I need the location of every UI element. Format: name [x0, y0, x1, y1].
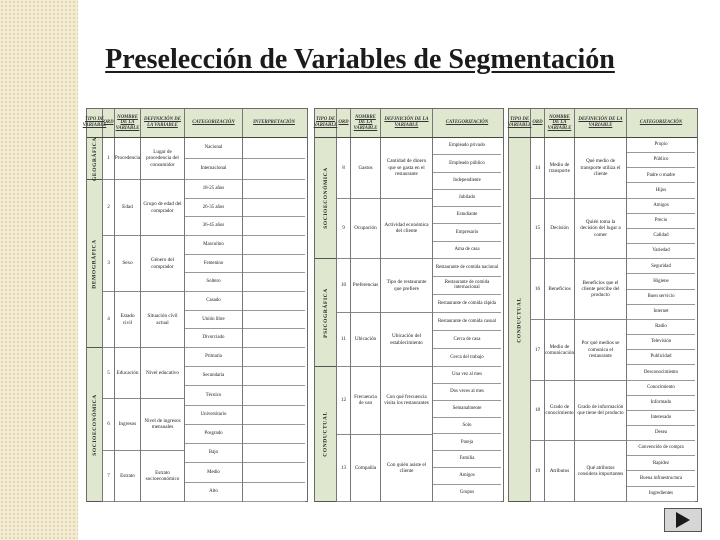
- variable-name-cell: Educación: [115, 348, 140, 399]
- variable-definition-cell: Género del comprador: [141, 236, 184, 292]
- category-cell: Posgrado: [185, 425, 242, 444]
- category-cell: Variedad: [627, 244, 695, 259]
- table-column: [575, 138, 627, 502]
- variable-definition-cell: Nivel de ingresos mensuales: [141, 399, 184, 450]
- variable-definition-cell: Estrato socioeconómico: [141, 451, 184, 502]
- category-cell: Femenino: [185, 255, 242, 274]
- category-cell: Semanalmente: [433, 401, 501, 418]
- interpretation-cell: [243, 329, 305, 348]
- variable-definition-cell: Nivel educativo: [141, 348, 184, 399]
- category-cell: Bajo: [185, 444, 242, 463]
- category-cell: 18-25 años: [185, 180, 242, 199]
- category-cell: Rapidez: [627, 456, 695, 471]
- variable-name-cell: Compañía: [351, 435, 380, 503]
- category-cell: Familia: [433, 451, 501, 468]
- category-cell: Universitario: [185, 406, 242, 425]
- ord-cell: 8: [337, 138, 350, 199]
- variable-name-cell: Estado civil: [115, 292, 140, 348]
- variable-name-cell: Medio de comunicación: [545, 320, 574, 381]
- table-column: [185, 138, 243, 502]
- category-cell: Buena infraestructura: [627, 471, 695, 486]
- header-cell: INTERPRETACIÓN: [253, 120, 295, 126]
- play-arrow-icon: [676, 512, 690, 528]
- variable-type-text: SOCIOECONÓMICA: [91, 393, 98, 456]
- category-cell: Casado: [185, 292, 242, 311]
- variable-name-cell: Grado de conocimiento: [545, 381, 574, 442]
- ord-cell: 10: [337, 259, 350, 313]
- interpretation-cell: [243, 138, 305, 159]
- table-column: [115, 138, 141, 502]
- category-cell: Ama de casa: [433, 242, 501, 259]
- variable-definition-cell: Grado de información que tiene del producto: [575, 381, 626, 442]
- category-cell: Televisión: [627, 335, 695, 350]
- table-body: [87, 138, 307, 502]
- variable-definition-cell: Con quién asiste el cliente: [381, 435, 432, 503]
- table-panel-2: [314, 108, 504, 502]
- ord-cell: 13: [337, 435, 350, 503]
- category-cell: Restaurante de comida casual: [433, 313, 501, 331]
- table-header: [82, 109, 307, 138]
- category-cell: Ingredientes: [627, 487, 695, 502]
- variable-name-cell: Preferencias: [351, 259, 380, 313]
- variable-type-label: [87, 180, 102, 348]
- interpretation-cell: [243, 483, 305, 502]
- table-column: [103, 138, 115, 502]
- category-cell: Secundaria: [185, 367, 242, 386]
- category-cell: Medio: [185, 463, 242, 482]
- interpretation-cell: [243, 406, 305, 425]
- category-cell: Masculino: [185, 236, 242, 255]
- header-cell: CATEGORIZACIÓN: [639, 120, 683, 126]
- category-cell: Jubilado: [433, 190, 501, 207]
- category-cell: Unión libre: [185, 311, 242, 330]
- category-cell: Convencido de compra: [627, 441, 695, 456]
- header-cell: DEFINICIÓN DE LA VARIABLE: [381, 109, 433, 137]
- category-cell: Amigos: [433, 468, 501, 485]
- variable-name-cell: Estrato: [115, 451, 140, 502]
- interpretation-cell: [243, 463, 305, 482]
- category-cell: Buen servicio: [627, 290, 695, 305]
- interpretation-cell: [243, 273, 305, 292]
- category-cell: Grupos: [433, 485, 501, 502]
- header-cell: NOMBRE DE LA VARIABLE: [115, 109, 141, 137]
- table-column: [627, 138, 695, 502]
- variable-name-cell: Ocupación: [351, 199, 380, 260]
- category-cell: Cerca de casa: [433, 331, 501, 349]
- category-cell: 36-45 años: [185, 217, 242, 236]
- category-cell: Publicidad: [627, 350, 695, 365]
- variable-name-cell: Ubicación: [351, 313, 380, 367]
- variable-definition-cell: Cantidad de dinero que se gasta en el restaurante: [381, 138, 432, 199]
- ord-cell: 19: [531, 441, 544, 502]
- header-cell: TIPO DE VARIABLE: [87, 109, 103, 137]
- category-cell: Amigos: [627, 199, 695, 214]
- ord-cell: 4: [103, 292, 114, 348]
- variable-name-cell: Edad: [115, 180, 140, 236]
- header-cell: ORD: [531, 109, 545, 137]
- category-cell: Desea: [627, 426, 695, 441]
- category-cell: Una vez al mes: [433, 367, 501, 384]
- variable-definition-cell: Con qué frecuencia visita los restaurantes: [381, 367, 432, 435]
- table-column: [351, 138, 381, 502]
- category-cell: Restaurante de comida nacional: [433, 259, 501, 277]
- category-cell: Seguridad: [627, 259, 695, 274]
- table-column: [509, 138, 531, 502]
- category-cell: Informado: [627, 396, 695, 411]
- slide-title: Preselección de Variables de Segmentación: [105, 44, 615, 75]
- variable-type-text: CONDUCTUAL: [516, 296, 523, 343]
- category-cell: Estudiante: [433, 207, 501, 224]
- table-header: [509, 109, 697, 138]
- ord-cell: 16: [531, 259, 544, 320]
- variable-definition-cell: Quién toma la decisión del lugar a comer: [575, 199, 626, 260]
- category-cell: Calidad: [627, 229, 695, 244]
- variable-name-cell: Ingresos: [115, 399, 140, 450]
- category-cell: Público: [627, 153, 695, 168]
- category-cell: Hijos: [627, 183, 695, 198]
- table-header: [315, 109, 503, 138]
- variable-type-label: [509, 138, 530, 502]
- category-cell: Nacional: [185, 138, 242, 159]
- table-body: [315, 138, 503, 502]
- interpretation-cell: [243, 311, 305, 330]
- ord-cell: 9: [337, 199, 350, 260]
- header-cell: DEFINICIÓN DE LA VARIABLE: [141, 109, 185, 137]
- ord-cell: 12: [337, 367, 350, 435]
- ord-cell: 2: [103, 180, 114, 236]
- category-cell: Precio: [627, 214, 695, 229]
- variable-definition-cell: Actividad económica del cliente: [381, 199, 432, 260]
- header-cell: TIPO DE VARIABLE: [509, 109, 531, 137]
- category-cell: Soltero: [185, 273, 242, 292]
- variable-name-cell: Atributos: [545, 441, 574, 502]
- header-cell: NOMBRE DE LA VARIABLE: [351, 109, 381, 137]
- variable-type-label: [315, 138, 336, 259]
- category-cell: Cerca del trabajo: [433, 349, 501, 367]
- variable-type-text: SOCIOECONÓMICA: [322, 167, 329, 229]
- interpretation-cell: [243, 159, 305, 180]
- interpretation-cell: [243, 180, 305, 199]
- interpretation-cell: [243, 444, 305, 463]
- header-cell: TIPO DE VARIABLE: [315, 109, 337, 137]
- header-cell: CATEGORIZACIÓN: [185, 109, 243, 137]
- header-cell: ORD: [103, 109, 115, 137]
- category-cell: Propio: [627, 138, 695, 153]
- variable-type-label: [315, 367, 336, 502]
- next-slide-button[interactable]: [664, 508, 702, 532]
- variable-definition-cell: Por qué medios se comunica el restaurante: [575, 320, 626, 381]
- category-cell: Higiene: [627, 274, 695, 289]
- header-cell: CATEGORIZACIÓN: [445, 120, 489, 126]
- decorative-side-strip: [0, 0, 78, 540]
- variable-type-label: [87, 138, 102, 180]
- variable-type-label: [87, 348, 102, 502]
- category-cell: Padre o madre: [627, 168, 695, 183]
- interpretation-cell: [243, 367, 305, 386]
- category-cell: 26-35 años: [185, 199, 242, 218]
- variable-type-text: PSICOGRÁFICA: [322, 287, 329, 338]
- category-cell: Pareja: [433, 434, 501, 451]
- table-panel-3: [508, 108, 698, 502]
- category-cell: Interesado: [627, 411, 695, 426]
- interpretation-cell: [243, 292, 305, 311]
- header-cell: DEFINICIÓN DE LA VARIABLE: [575, 109, 627, 137]
- header-cell: ORD: [337, 109, 351, 137]
- ord-cell: 1: [103, 138, 114, 180]
- variable-name-cell: Procedencia: [115, 138, 140, 180]
- table-body: [509, 138, 697, 502]
- variable-definition-cell: Lugar de procedencia del consumidor: [141, 138, 184, 180]
- ord-cell: 5: [103, 348, 114, 399]
- table-column: [315, 138, 337, 502]
- table-column: [381, 138, 433, 502]
- category-cell: Empleado público: [433, 155, 501, 172]
- table-column: [531, 138, 545, 502]
- table-column: [141, 138, 185, 502]
- variable-name-cell: Medio de transporte: [545, 138, 574, 199]
- variable-definition-cell: Ubicación del establecimiento: [381, 313, 432, 367]
- interpretation-cell: [243, 425, 305, 444]
- interpretation-cell: [243, 236, 305, 255]
- category-cell: Conocimiento: [627, 381, 695, 396]
- category-cell: Internet: [627, 305, 695, 320]
- variable-definition-cell: Grupo de edad del comprador: [141, 180, 184, 236]
- table-column: [243, 138, 305, 502]
- category-cell: Solo: [433, 418, 501, 435]
- category-cell: Restaurante de comida rápida: [433, 295, 501, 313]
- variable-name-cell: Frecuencia de uso: [351, 367, 380, 435]
- category-cell: Desconocimiento: [627, 365, 695, 380]
- ord-cell: 14: [531, 138, 544, 199]
- variable-type-label: [315, 259, 336, 367]
- variable-definition-cell: Tipo de restaurante que prefiere: [381, 259, 432, 313]
- ord-cell: 7: [103, 451, 114, 502]
- interpretation-cell: [243, 386, 305, 405]
- variable-name-cell: Decisión: [545, 199, 574, 260]
- category-cell: Radio: [627, 320, 695, 335]
- category-cell: Empleado privado: [433, 138, 501, 155]
- table-column: [337, 138, 351, 502]
- header-cell: NOMBRE DE LA VARIABLE: [545, 109, 575, 137]
- variable-name-cell: Sexo: [115, 236, 140, 292]
- ord-cell: 3: [103, 236, 114, 292]
- table-panel-1: [82, 108, 308, 502]
- ord-cell: 6: [103, 399, 114, 450]
- category-cell: Primaria: [185, 348, 242, 367]
- ord-cell: 15: [531, 199, 544, 260]
- interpretation-cell: [243, 348, 305, 367]
- ord-cell: 17: [531, 320, 544, 381]
- variable-definition-cell: Situación civil actual: [141, 292, 184, 348]
- variable-name-cell: Gastos: [351, 138, 380, 199]
- variable-type-text: DEMOGRÁFICA: [91, 238, 98, 289]
- interpretation-cell: [243, 199, 305, 218]
- variable-type-text: CONDUCTUAL: [322, 411, 329, 457]
- variable-definition-cell: Qué atributos considera importantes: [575, 441, 626, 502]
- variable-definition-cell: Qué medio de transporte utiliza el cliente: [575, 138, 626, 199]
- category-cell: Divorciado: [185, 329, 242, 348]
- category-cell: Internacional: [185, 159, 242, 180]
- category-cell: Restaurante de comida internacional: [433, 277, 501, 295]
- category-cell: Independiente: [433, 173, 501, 190]
- variable-definition-cell: Beneficios que el cliente percibe del producto: [575, 259, 626, 320]
- category-cell: Alto: [185, 483, 242, 502]
- table-column: [545, 138, 575, 502]
- ord-cell: 11: [337, 313, 350, 367]
- table-column: [87, 138, 103, 502]
- table-column: [433, 138, 501, 502]
- interpretation-cell: [243, 217, 305, 236]
- variable-name-cell: Beneficios: [545, 259, 574, 320]
- variable-type-text: GEOGRÁFICA: [91, 136, 98, 181]
- ord-cell: 18: [531, 381, 544, 442]
- category-cell: Técnico: [185, 386, 242, 405]
- category-cell: Empresario: [433, 224, 501, 241]
- interpretation-cell: [243, 255, 305, 274]
- category-cell: Dos veces al mes: [433, 384, 501, 401]
